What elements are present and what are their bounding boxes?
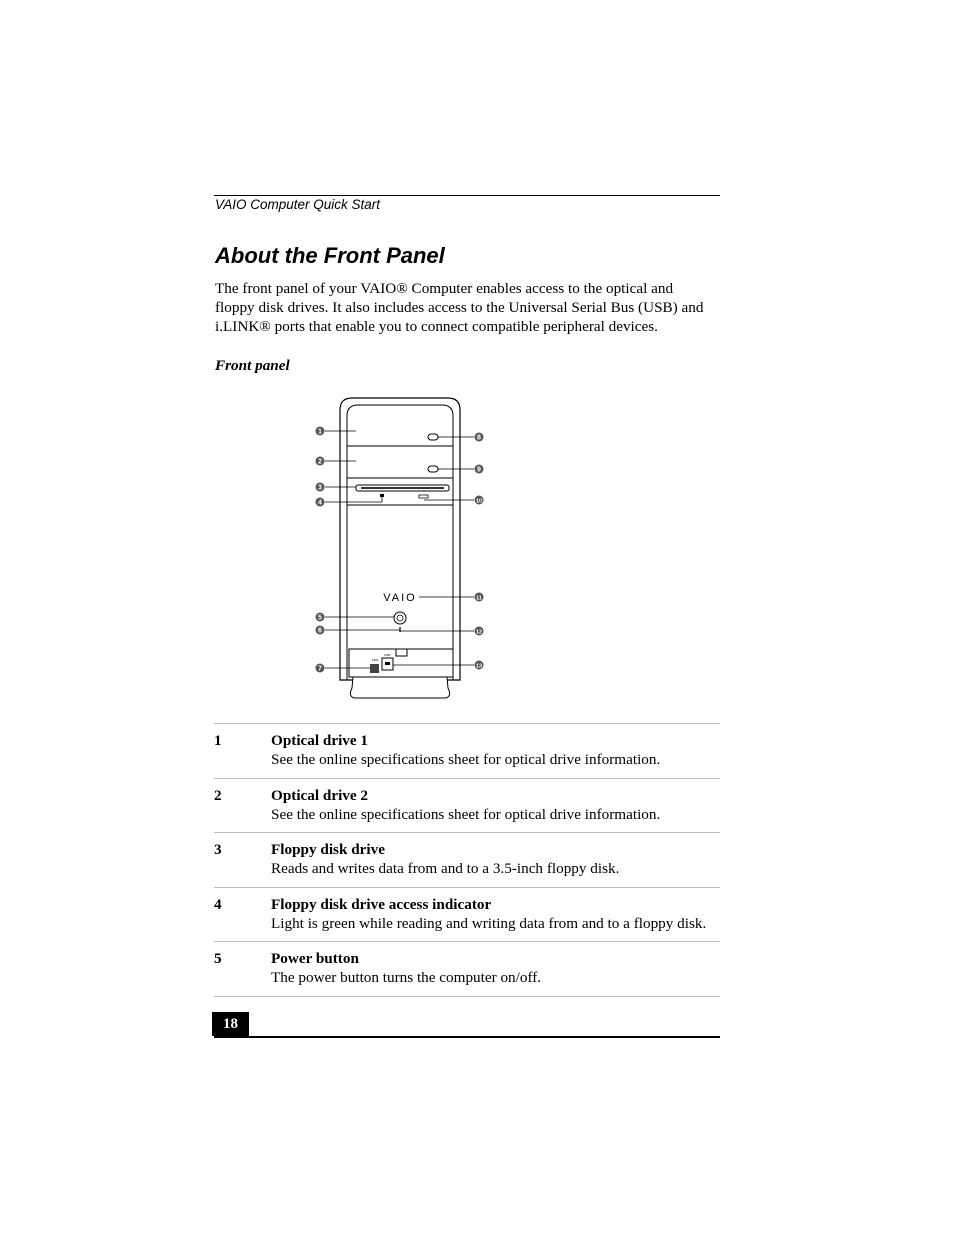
svg-text:1: 1 bbox=[318, 428, 322, 436]
item-title: Optical drive 1 bbox=[271, 732, 369, 749]
svg-text:7: 7 bbox=[318, 665, 322, 673]
callout-12 bbox=[475, 627, 484, 636]
list-item bbox=[214, 833, 720, 888]
header-rule bbox=[214, 195, 720, 196]
footer-rule bbox=[214, 1036, 720, 1038]
ports-indicator bbox=[396, 649, 407, 656]
item-number: 5 bbox=[214, 950, 222, 968]
intro-paragraph bbox=[215, 279, 725, 336]
svg-text:2: 2 bbox=[318, 458, 322, 466]
svg-text:6: 6 bbox=[318, 627, 322, 635]
callout-11 bbox=[475, 593, 484, 602]
svg-text:9: 9 bbox=[477, 466, 481, 474]
svg-text:8: 8 bbox=[477, 434, 481, 442]
callout-5 bbox=[316, 613, 325, 622]
floppy-disk-slot-opening bbox=[361, 487, 444, 489]
item-title: Optical drive 2 bbox=[271, 786, 369, 804]
item-number: 1 bbox=[214, 732, 222, 749]
callout-10 bbox=[475, 496, 484, 505]
running-head: VAIO Computer Quick Start bbox=[215, 197, 381, 212]
callout-9 bbox=[475, 465, 484, 474]
optical-drive-2-eject-button bbox=[428, 466, 438, 472]
list-item bbox=[214, 888, 720, 943]
power-button bbox=[394, 612, 406, 624]
front-panel-diagram bbox=[300, 390, 500, 710]
item-number: 3 bbox=[214, 841, 222, 859]
component-list bbox=[214, 723, 720, 997]
figure-caption: Front panel bbox=[215, 357, 290, 374]
svg-text:11: 11 bbox=[476, 595, 482, 602]
item-description: Reads and writes data from and to a 3.5-inch floppy disk. bbox=[271, 860, 620, 878]
intro-line: i.LINK® ports that enable you to connect compatible peripheral devices. bbox=[215, 318, 658, 335]
optical-drive-1-eject-button bbox=[428, 434, 438, 440]
svg-text:10: 10 bbox=[475, 498, 483, 505]
usb-port-socket bbox=[385, 662, 390, 665]
item-description: See the online specifications sheet for optical drive information. bbox=[271, 805, 661, 823]
item-title: Floppy disk drive bbox=[271, 841, 385, 859]
vaio-logo: VAIO bbox=[383, 592, 417, 604]
item-description: Light is green while reading and writing data from and to a floppy disk. bbox=[271, 914, 707, 932]
tower-base bbox=[350, 677, 449, 698]
item-number: 4 bbox=[214, 895, 222, 913]
item-title: Floppy disk drive access indicator bbox=[271, 895, 492, 913]
floppy-access-indicator bbox=[380, 494, 384, 497]
item-number: 2 bbox=[214, 786, 222, 804]
ilink-port-label: 1394 bbox=[371, 658, 379, 662]
callout-7 bbox=[316, 664, 325, 673]
ilink-port bbox=[370, 664, 379, 673]
callout-13 bbox=[475, 661, 484, 670]
list-item bbox=[214, 724, 720, 779]
callout-1 bbox=[316, 427, 325, 436]
usb-port-label: USB bbox=[383, 653, 391, 657]
svg-text:4: 4 bbox=[318, 499, 322, 507]
svg-text:5: 5 bbox=[318, 614, 322, 622]
intro-line: floppy disk drives. It also includes access to the Universal Serial Bus (USB) and bbox=[215, 299, 704, 316]
intro-line: The front panel of your VAIO® Computer enables access to the optical and bbox=[215, 280, 674, 297]
page-title: About the Front Panel bbox=[215, 243, 445, 268]
callout-6 bbox=[316, 626, 325, 635]
callout-4 bbox=[316, 498, 325, 507]
svg-text:3: 3 bbox=[318, 484, 322, 492]
page-number: 18 bbox=[212, 1012, 249, 1036]
item-description: See the online specifications sheet for optical drive information. bbox=[271, 751, 661, 768]
list-item bbox=[214, 942, 720, 997]
list-item bbox=[214, 779, 720, 834]
item-title: Power button bbox=[271, 950, 359, 968]
callout-3 bbox=[316, 483, 325, 492]
callout-8 bbox=[475, 433, 484, 442]
item-description: The power button turns the computer on/off. bbox=[271, 969, 542, 987]
svg-text:13: 13 bbox=[475, 663, 483, 670]
tower-outline bbox=[340, 398, 460, 680]
svg-text:12: 12 bbox=[475, 629, 483, 636]
callout-2 bbox=[316, 457, 325, 466]
floppy-eject-button bbox=[419, 495, 428, 498]
